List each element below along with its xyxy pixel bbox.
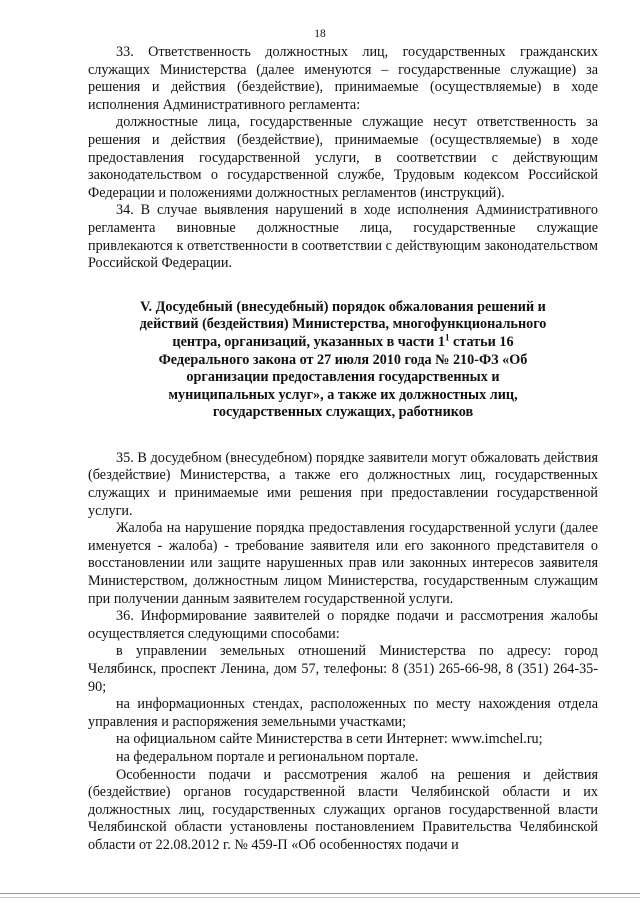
section-title-v (133, 299, 553, 422)
document-body (88, 44, 598, 855)
scan-edge-line-secondary (0, 897, 640, 898)
paragraph-info-stands: на информационных стендах, расположенных по месту нахождения отдела управления и распоряжения земельными участками; (88, 696, 598, 730)
paragraph-address: в управлении земельных отношений Министерства по адресу: город Челябинск, проспект Ленина, дом 57, телефоны: 8 (351) 265-66-98, 8 (351) 264-35-90; (88, 643, 598, 695)
page-number: 18 (314, 28, 326, 40)
paragraph-33-responsibility: должностные лица, государственные служащие несут ответственность за решения и действия (бездействие), принимаемые (осуществляемые) в ходе предоставления государственной услуги, в соответствии с действующим законодательством о государственной службе, Трудовым кодексом Российской Федерации и положениями должностных регламентов (инструкций). (88, 114, 598, 201)
paragraph-portals: на федеральном портале и региональном портале. (116, 748, 419, 765)
paragraph-35: 35. В досудебном (внесудебном) порядке заявители могут обжаловать действия (бездействие) Министерства, а также его должностных лиц, государственных служащих и принимаемые ими решения при предоставлении государственной услуги. (88, 449, 598, 519)
spacer (88, 273, 598, 299)
paragraph-website: на официальном сайте Министерства в сети Интернет: www.imchel.ru; (116, 731, 543, 748)
paragraph-complaint-features: Особенности подачи и рассмотрения жалоб на решения и действия (бездействие) органов государственной власти Челябинской области и их должностных лиц, государственных служащих органов государственной власти Челябинской области установлены постановлением Правительства Челябинской области от 22.08.2012 г. № 459-П «Об особенностях подачи и (88, 766, 598, 853)
paragraph-34: 34. В случае выявления нарушений в ходе исполнения Административного регламента виновные должностные лица, государственные служащие привлекаются к ответственности в соответствии с действующим законодательством Российской Федерации. (88, 202, 598, 272)
paragraph-36: 36. Информирование заявителей о порядке подачи и рассмотрения жалобы осуществляется следующими способами: (88, 608, 598, 642)
spacer (88, 422, 598, 450)
section-title-superscript: 1 (444, 332, 450, 343)
section-title-part-2: статьи 16 Федерального закона от 27 июля 2010 года № 210-ФЗ «Об организации предоставления государственных и муниципальных услуг», а также их должностных лиц, государственных служащих, работников (158, 333, 528, 421)
scan-edge-line (0, 893, 640, 894)
paragraph-33: 33. Ответственность должностных лиц, государственных гражданских служащих Министерства (далее именуются – государственные служащие) за решения и действия (бездействие), принимаемые (осуществляемые) в ходе исполнения Административного регламента: (88, 44, 598, 113)
section-title-part-1: V. Досудебный (внесудебный) порядок обжалования решений и действий (бездействия) Министерства, многофункционального центра, организаций, указанных в части 1 (139, 298, 547, 350)
paragraph-complaint-definition: Жалоба на нарушение порядка предоставления государственной услуги (далее именуется - жалоба) - требование заявителя или его законного представителя о восстановлении или защите нарушенных прав или законных интересов заявителя Министерством, должностным лицом Министерства, государственным служащим при получении данным заявителем государственной услуги. (88, 520, 598, 607)
